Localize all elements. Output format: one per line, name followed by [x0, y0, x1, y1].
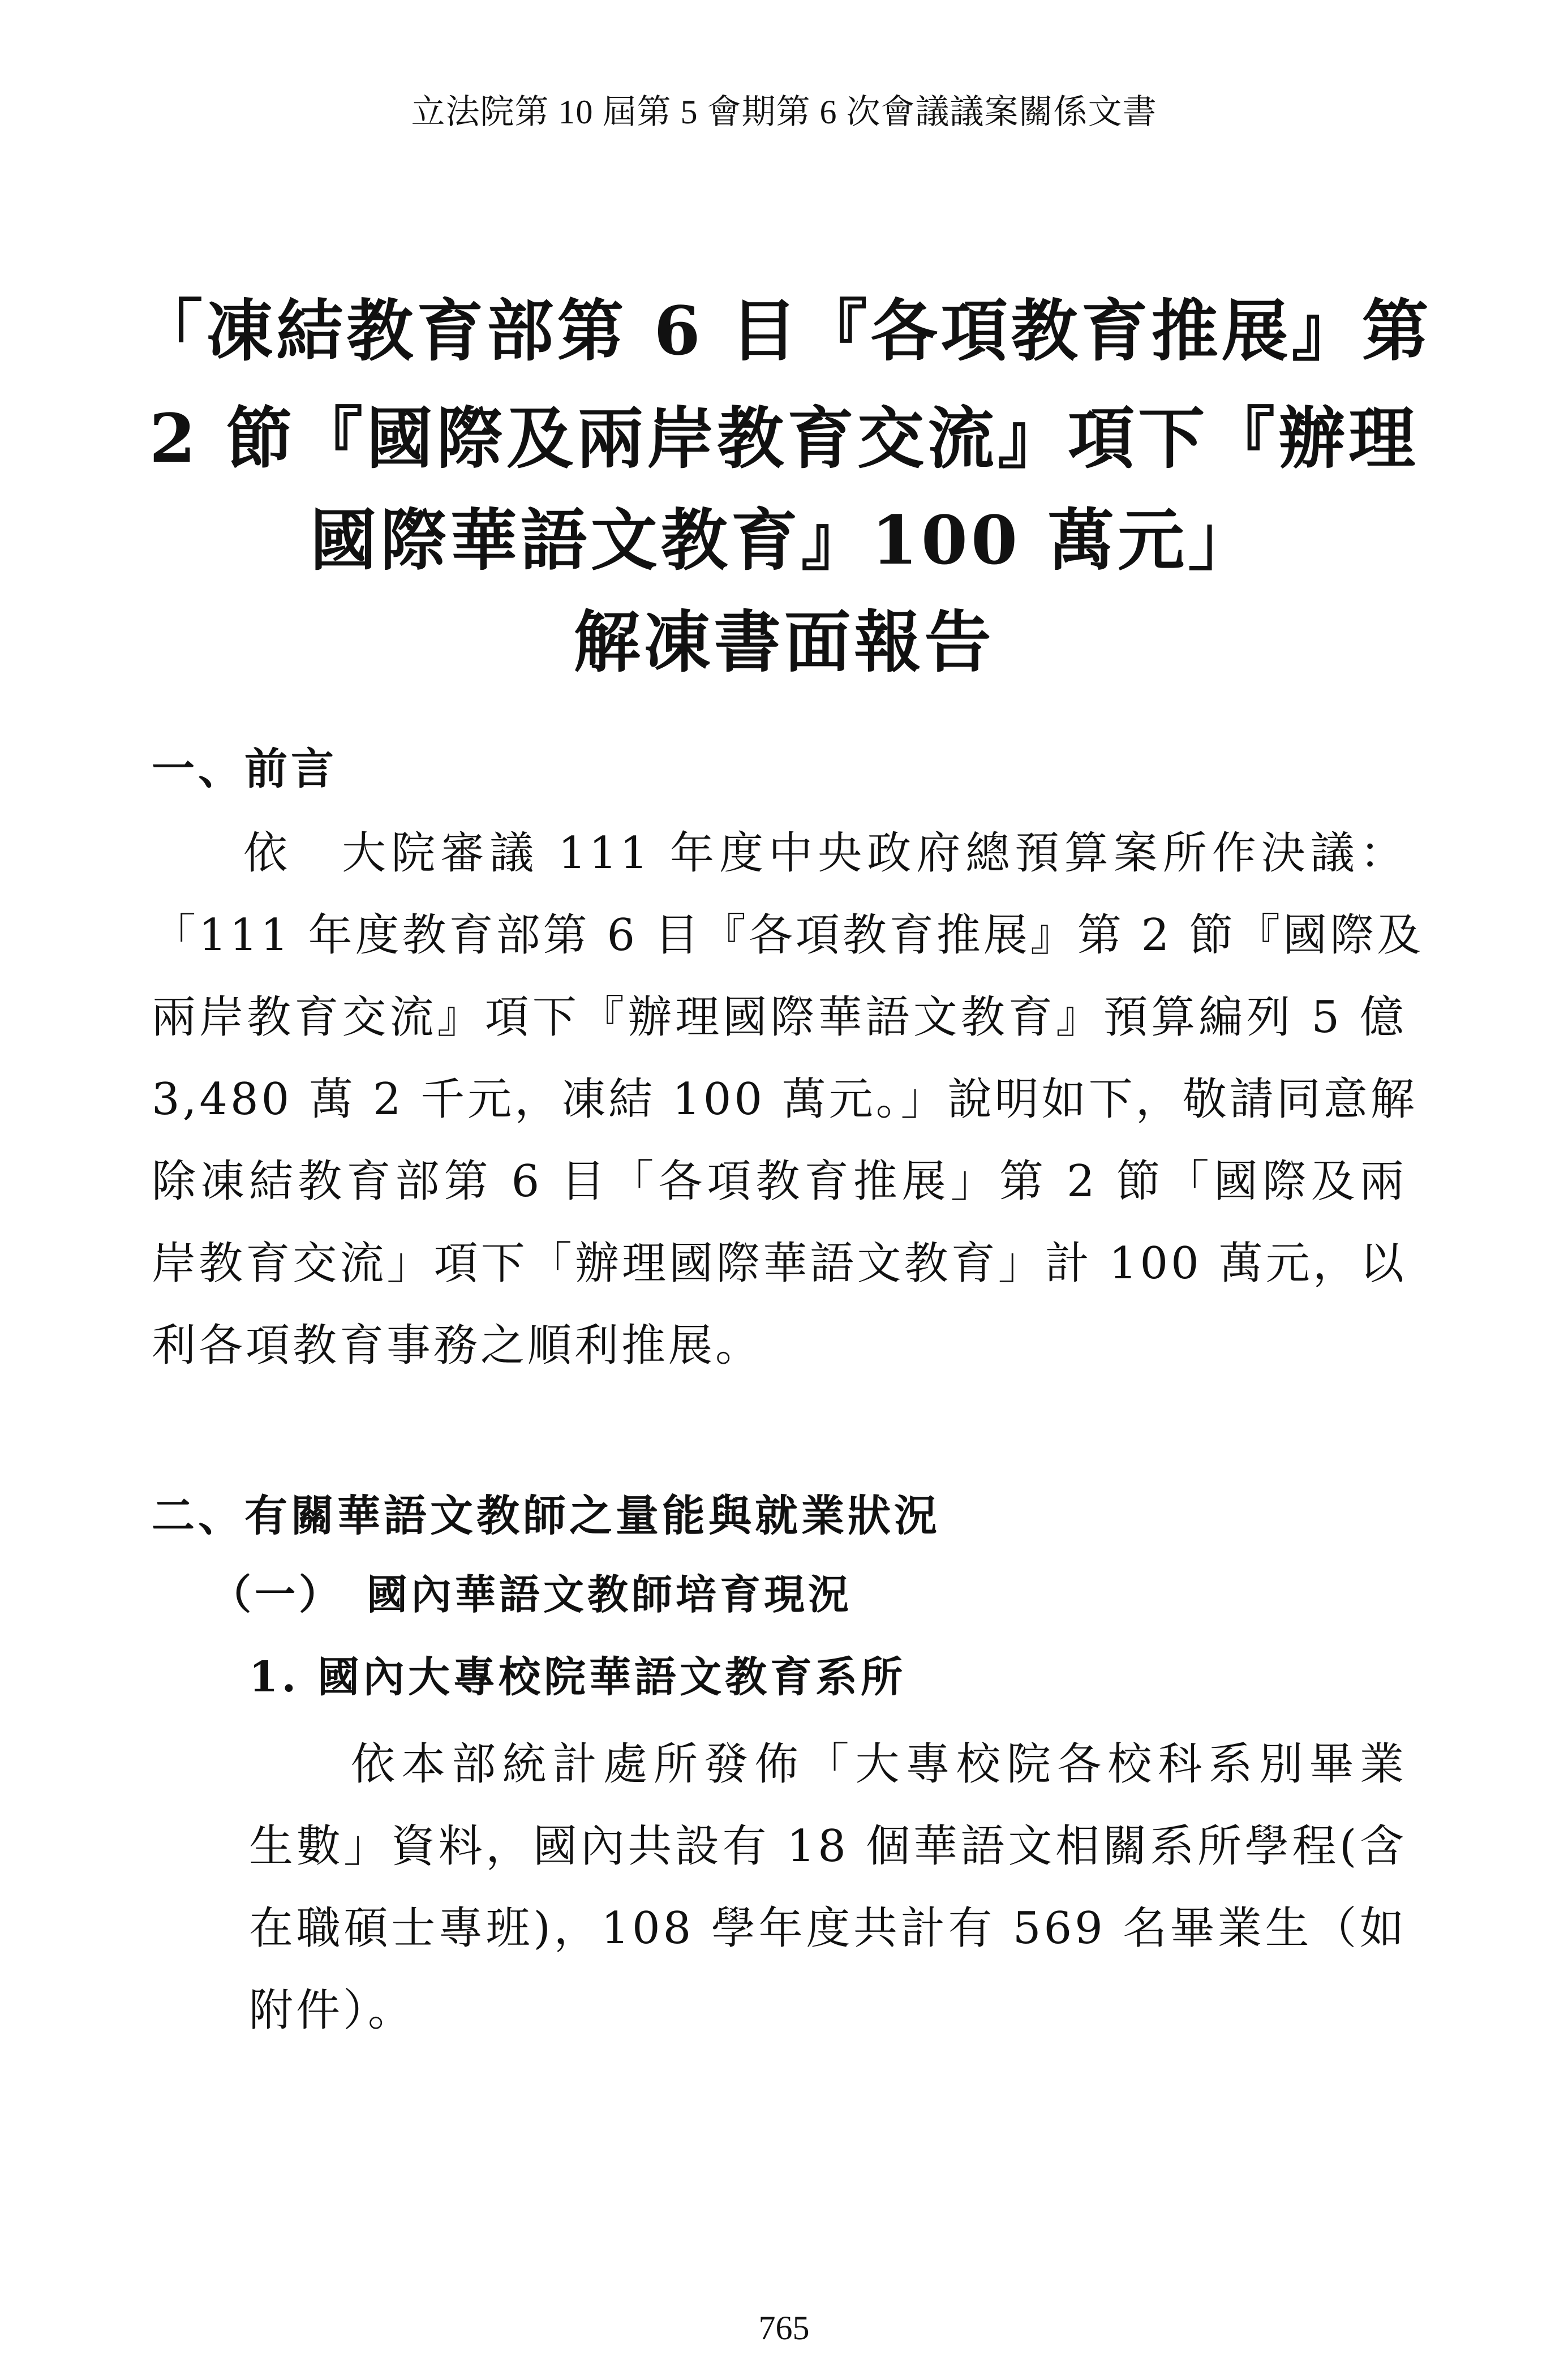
section-1-heading: 一、前言	[152, 744, 337, 794]
page-number: 765	[758, 2309, 810, 2347]
report-title-line-3: 國際華語文教育』100 萬元」	[310, 501, 1258, 579]
section-2-line: 在職碩士專班)，108 學年度共計有 569 名畢業生（如	[249, 1903, 1407, 1954]
report-title-line-4: 解凍書面報告	[573, 603, 995, 681]
section-1-line: 利各項教育事務之順利推展。	[152, 1320, 763, 1371]
section-2-line: 依本部統計處所發佈「大專校院各校科系別畢業	[351, 1739, 1407, 1790]
section-1-line: 依 大院審議 111 年度中央政府總預算案所作決議：	[243, 828, 1407, 879]
section-2-line: 生數」資料，國內共設有 18 個華語文相關系所學程(含	[249, 1821, 1407, 1872]
section-2-heading: 二、有關華語文教師之量能與就業狀況	[152, 1490, 940, 1541]
section-2-line: 附件）。	[249, 1985, 415, 2036]
report-title-line-1: 「凍結教育部第 6 目『各項教育推展』第	[136, 291, 1432, 370]
section-1-line: 3,480 萬 2 千元，凍結 100 萬元。」說明如下，敬請同意解	[152, 1074, 1417, 1125]
section-1-line: 除凍結教育部第 6 目「各項教育推展」第 2 節「國際及兩	[152, 1156, 1407, 1207]
section-2-subheading: （一） 國內華語文教師培育現況	[211, 1570, 853, 1618]
section-1-line: 兩岸教育交流』項下『辦理國際華語文教育』預算編列 5 億	[152, 992, 1407, 1043]
report-title-line-2: 2 節『國際及兩岸教育交流』項下『辦理	[149, 399, 1419, 478]
section-1-line: 岸教育交流」項下「辦理國際華語文教育」計 100 萬元，以	[152, 1238, 1407, 1289]
section-2-subsubheading: 1. 國內大專校院華語文教育系所	[249, 1653, 907, 1702]
section-1-line: 「111 年度教育部第 6 目『各項教育推展』第 2 節『國際及	[152, 910, 1424, 961]
document-header: 立法院第 10 屆第 5 會期第 6 次會議議案關係文書	[411, 93, 1157, 131]
